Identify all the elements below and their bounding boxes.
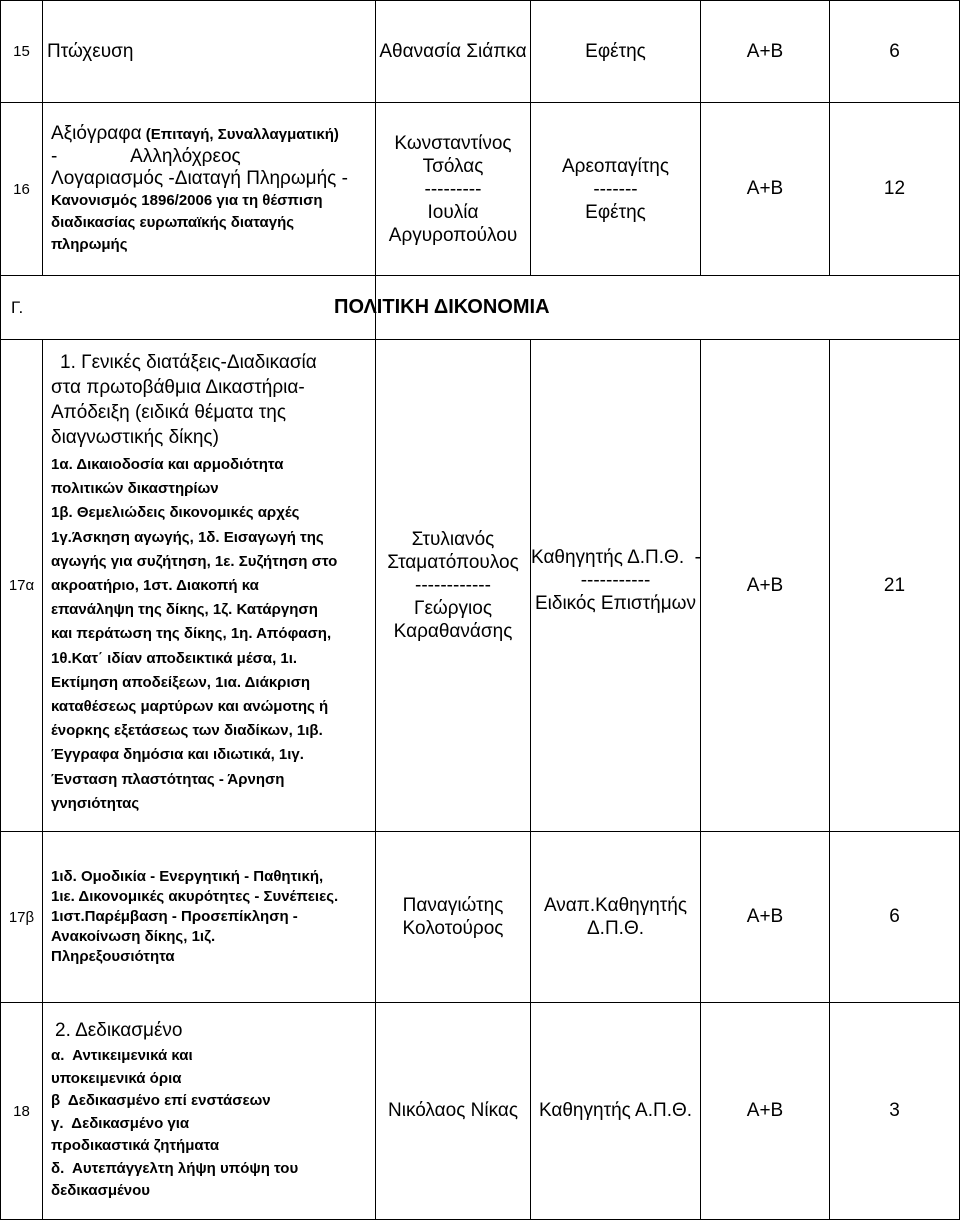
course-title: 2. Δεδικασμένο α. Αντικειμενικά και υποκειμενικά όρια β Δεδικασμένο επί ενστάσεων γ. Δεδικασμένο για προδικαστικά ζητήματα δ. Αυτεπάγγελτη λήψη υπόψη του δεδικασμένου [43,1003,376,1220]
row-number: 17β [1,832,43,1003]
row-number: 15 [1,1,43,103]
exam-type: Α+Β [701,832,830,1003]
table-row [1,340,960,832]
section-header-row [1,276,960,340]
row-number: 16 [1,103,43,276]
instructor-roles: Καθηγητής Δ.Π.Θ. - ----------- Ειδικός Επιστήμων [531,340,701,832]
instructors: Κωνσταντίνος Τσόλας --------- Ιουλία Αργυροπούλου [376,103,531,276]
section-title-cell [334,276,960,340]
exam-type: Α+Β [701,1,830,103]
hours: 12 [830,103,960,276]
instructor-role: Καθηγητής Α.Π.Θ. [531,1003,701,1220]
instructors: Στυλιανός Σταματόπουλος ------------ Γεώργιος Καραθανάσης [376,340,531,832]
course-title: 1ιδ. Ομοδικία - Ενεργητική - Παθητική, 1ιε. Δικονομικές ακυρότητες - Συνέπειες. 1ιστ.Παρέμβαση - Προσεπίκληση - Ανακοίνωση δίκης, 1ιζ. Πληρεξουσιότητα [43,832,376,1003]
hours: 3 [830,1003,960,1220]
instructor: Νικόλαος Νίκας [376,1003,531,1220]
instructor: Αθανασία Σιάπκα [376,1,531,103]
instructors: Παναγιώτης Κολοτούρος [376,832,531,1003]
hours: 6 [830,832,960,1003]
exam-type: Α+Β [701,103,830,276]
section-title: ΠΟΛΙΤΙΚΗ ΔΙΚΟΝΟΜΙΑ [334,296,550,318]
row-number: 18 [1,1003,43,1220]
course-title: 1. Γενικές διατάξεις-Διαδικασία στα πρωτοβάθμια Δικαστήρια- Απόδειξη (ειδικά θέματα της διαγνωστικής δίκης) 1α. Δικαιοδοσία και αρμοδιότητα πολιτικών δικαστηρίων 1β. Θεμελιώδεις δικονομικές αρχές 1γ.Άσκηση αγωγής, 1δ. Εισαγωγή της αγωγής για συζήτηση, 1ε. Συζήτηση στο ακροατήριο, 1στ. Διακοπή κα επανάληψη της δίκης, 1ζ. Κατάργηση και περάτωση της δίκης, 1η. Απόφαση, 1θ.Κατ΄ ιδίαν αποδεικτικά μέσα, 1ι. Εκτίμηση αποδείξεων, 1ια. Διάκριση καταθέσεως μαρτύρων και ανώμοτης ή ένορκης εξετάσεως των διαδίκων, 1ιβ. Έγγραφα δημόσια και ιδιωτικά, 1ιγ. Ένσταση πλαστότητας - Άρνηση γνησιότητας [43,340,376,832]
exam-type: Α+Β [701,340,830,832]
table-row [1,103,960,276]
instructor-roles: Αναπ.Καθηγητής Δ.Π.Θ. [531,832,701,1003]
instructor-role: Εφέτης [531,1,701,103]
row-number: 17α [1,340,43,832]
hours: 6 [830,1,960,103]
hours: 21 [830,340,960,832]
exam-type: Α+Β [701,1003,830,1220]
table-row [1,832,960,1003]
section-cell [1,276,376,340]
course-title: Πτώχευση [43,1,376,103]
table-row [1,1,960,103]
instructor-roles: Αρεοπαγίτης ------- Εφέτης [531,103,701,276]
table-row [1,1003,960,1220]
section-letter: Γ. [11,297,24,317]
course-title: Αξιόγραφα (Επιταγή, Συναλλαγματική) - Αλληλόχρεος Λογαριασμός -Διαταγή Πληρωμής - Κανονισμός 1896/2006 για τη θέσπιση διαδικασίας ευρωπαϊκής διαταγής πληρωμής [43,103,376,276]
